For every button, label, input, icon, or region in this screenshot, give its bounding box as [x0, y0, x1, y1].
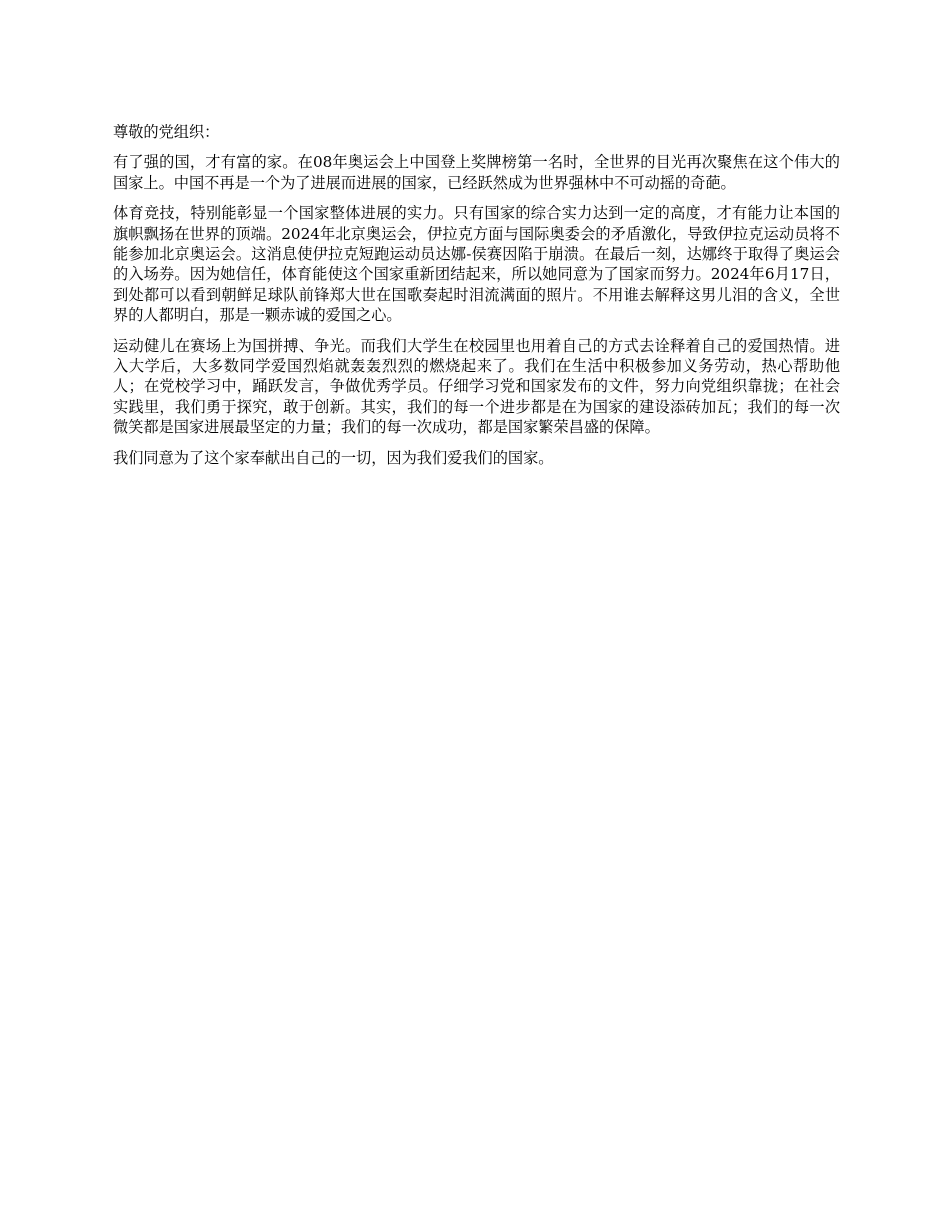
paragraph: 运动健儿在赛场上为国拼搏、争光。而我们大学生在校园里也用着自己的方式去诠释着自己的爱国热情。进入大学后，大多数同学爱国烈焰就轰轰烈烈的燃烧起来了。我们在生活中积极参加义务劳动，热心帮助他人；在党校学习中，踊跃发言，争做优秀学员。仔细学习党和国家发布的文件，努力向党组织靠拢；在社会实践里，我们勇于探究，敢于创新。其实，我们的每一个进步都是在为国家的建设添砖加瓦；我们的每一次微笑都是国家进展最坚定的力量；我们的每一次成功，都是国家繁荣昌盛的保障。: [113, 336, 840, 437]
document-page: [113, 122, 840, 478]
paragraph: 体育竞技，特别能彰显一个国家整体进展的实力。只有国家的综合实力达到一定的高度，才有能力让本国的旗帜飘扬在世界的顶端。2024年北京奥运会，伊拉克方面与国际奥委会的矛盾激化，导致伊拉克运动员将不能参加北京奥运会。这消息使伊拉克短跑运动员达娜-侯赛因陷于崩溃。在最后一刻，达娜终于取得了奥运会的入场券。因为她信任，体育能使这个国家重新团结起来，所以她同意为了国家而努力。2024年6月17日，到处都可以看到朝鲜足球队前锋郑大世在国歌奏起时泪流满面的照片。不用谁去解释这男儿泪的含义，全世界的人都明白，那是一颗赤诚的爱国之心。: [113, 204, 840, 325]
paragraph: 有了强的国，才有富的家。在08年奥运会上中国登上奖牌榜第一名时，全世界的目光再次聚焦在这个伟大的国家上。中国不再是一个为了进展而进展的国家，已经跃然成为世界强林中不可动摇的奇葩。: [113, 153, 840, 192]
paragraph: 我们同意为了这个家奉献出自己的一切，因为我们爱我们的国家。: [113, 448, 554, 467]
salutation: 尊敬的党组织：: [113, 123, 220, 141]
